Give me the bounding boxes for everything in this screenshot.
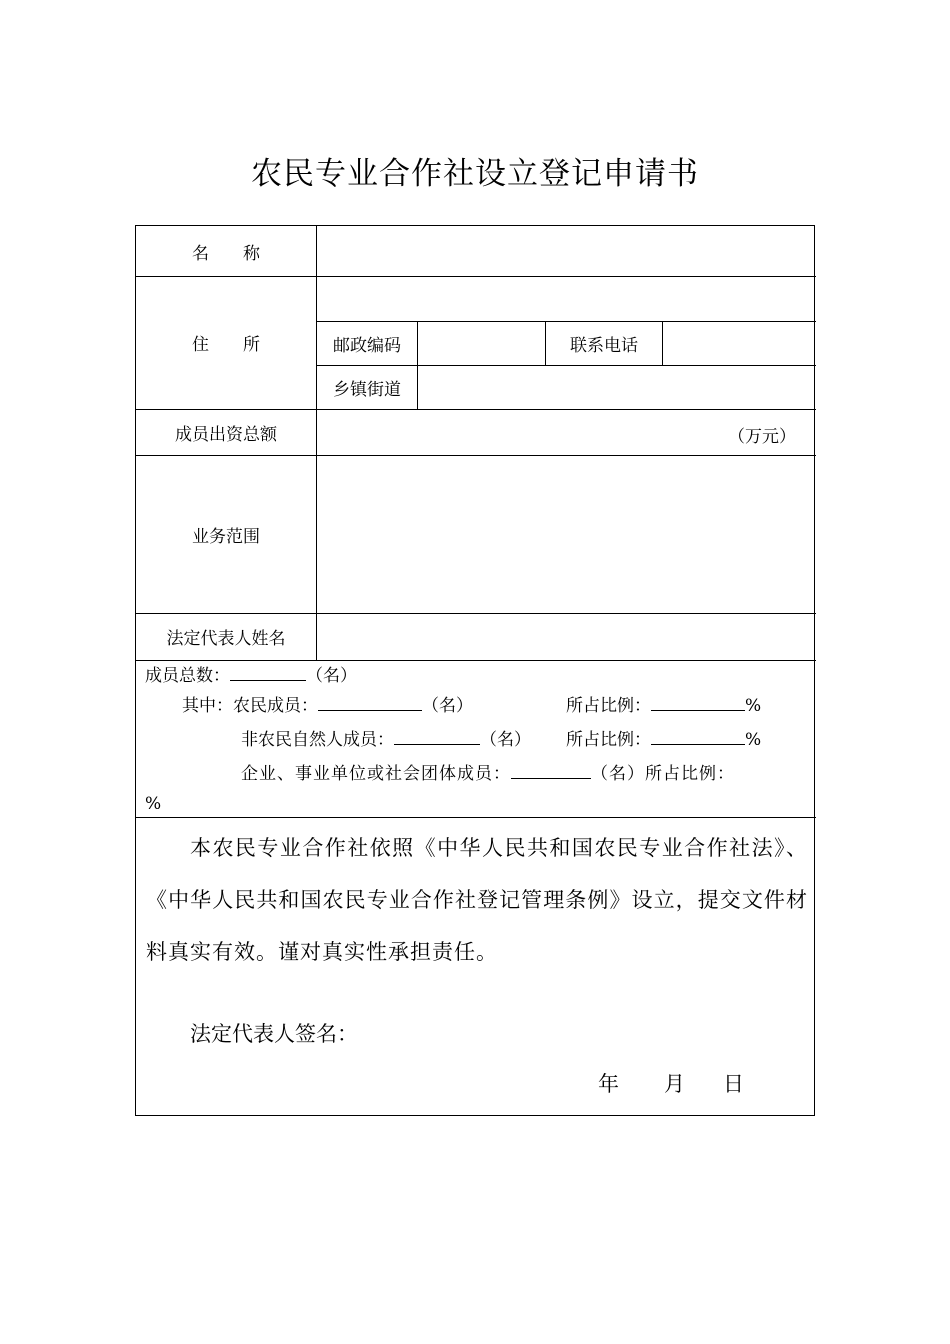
- postal-code-label: 邮政编码: [333, 336, 401, 356]
- name-field[interactable]: [317, 226, 816, 276]
- date-day: 日: [723, 1072, 744, 1096]
- capital-label: 成员出资总额: [175, 424, 277, 445]
- farmer-ratio-line: [566, 694, 761, 716]
- business-scope-field[interactable]: [317, 456, 816, 613]
- capital-unit: （万元）: [728, 427, 796, 447]
- member-total-blank[interactable]: [230, 664, 306, 681]
- farmer-member-line: [182, 694, 473, 716]
- enterprise-ratio-percent: %: [145, 794, 162, 814]
- legal-rep-field[interactable]: [317, 614, 816, 660]
- nonfarmer-ratio-blank[interactable]: [651, 728, 745, 745]
- farmer-ratio-percent: %: [745, 696, 762, 716]
- nonfarmer-member-unit: （名）: [480, 730, 531, 750]
- date-year: 年: [598, 1072, 619, 1096]
- enterprise-member-unit: （名）所占比例：: [591, 764, 735, 784]
- nonfarmer-member-blank[interactable]: [394, 728, 480, 745]
- signature-label: 法定代表人签名：: [190, 1022, 358, 1046]
- application-form: [135, 225, 815, 1116]
- member-total-line: [145, 664, 357, 686]
- enterprise-member-blank[interactable]: [511, 762, 591, 779]
- nonfarmer-ratio-line: [566, 728, 761, 750]
- farmer-ratio-blank[interactable]: [651, 694, 745, 711]
- farmer-member-unit: （名）: [422, 696, 473, 716]
- farmer-member-blank[interactable]: [318, 694, 422, 711]
- phone-field[interactable]: [663, 322, 816, 365]
- name-label: 名 称: [192, 243, 260, 264]
- township-label: 乡镇街道: [333, 380, 401, 400]
- nonfarmer-member-label: 非农民自然人成员：: [241, 730, 394, 750]
- address-label: 住 所: [192, 335, 260, 355]
- enterprise-member-line: [241, 762, 735, 784]
- business-scope-label: 业务范围: [192, 526, 260, 547]
- member-total-unit: （名）: [306, 666, 357, 686]
- declaration-body: 本农民专业合作社依照《中华人民共和国农民专业合作社法》、《中华人民共和国农民专业合作社登记管理条例》设立，提交文件材料真实有效。谨对真实性承担责任。: [146, 836, 808, 964]
- farmer-ratio-label: 所占比例：: [566, 696, 651, 716]
- township-field[interactable]: [418, 366, 816, 409]
- legal-rep-label: 法定代表人姓名: [166, 629, 286, 649]
- farmer-member-label: 其中：农民成员：: [182, 696, 318, 716]
- postal-code-field[interactable]: [418, 322, 545, 365]
- declaration-text: [146, 822, 808, 978]
- row-divider: [136, 817, 816, 818]
- nonfarmer-ratio-label: 所占比例：: [566, 730, 651, 750]
- date-month: 月: [664, 1072, 685, 1096]
- enterprise-member-label: 企业、事业单位或社会团体成员：: [241, 764, 511, 784]
- row-divider: [136, 660, 816, 661]
- page-title: 农民专业合作社设立登记申请书: [251, 156, 699, 192]
- signature-field[interactable]: [362, 1014, 662, 1046]
- nonfarmer-ratio-percent: %: [745, 730, 762, 750]
- address-field[interactable]: [317, 277, 816, 321]
- member-total-label: 成员总数：: [145, 666, 230, 686]
- phone-label: 联系电话: [570, 336, 638, 356]
- nonfarmer-member-line: [241, 728, 531, 750]
